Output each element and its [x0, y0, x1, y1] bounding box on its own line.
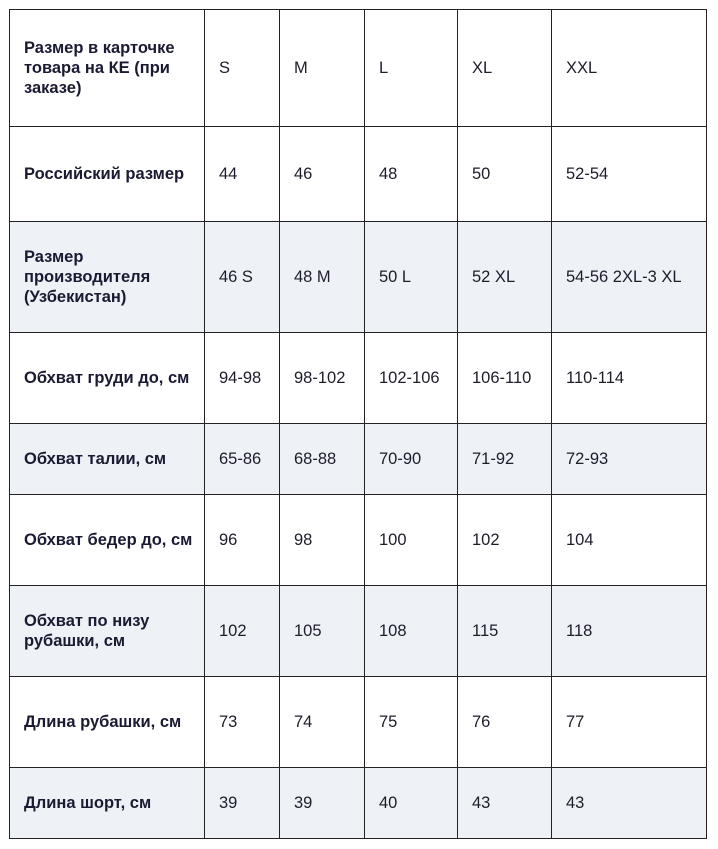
table-cell: 48: [365, 127, 458, 222]
table-row: [10, 768, 707, 839]
row-label: Обхват бедер до, см: [10, 495, 205, 586]
table-cell: 118: [552, 586, 707, 677]
row-label: Обхват груди до, см: [10, 333, 205, 424]
table-row: [10, 333, 707, 424]
row-label: Обхват по низу рубашки, см: [10, 586, 205, 677]
table-cell: 115: [458, 586, 552, 677]
table-cell: 94-98: [205, 333, 280, 424]
table-cell: 102-106: [365, 333, 458, 424]
table-cell: 75: [365, 677, 458, 768]
table-cell: 100: [365, 495, 458, 586]
table-cell: XXL: [552, 10, 707, 127]
table-cell: 77: [552, 677, 707, 768]
row-label: Длина рубашки, см: [10, 677, 205, 768]
table-cell: 71-92: [458, 424, 552, 495]
table-cell: 68-88: [280, 424, 365, 495]
table-cell: 104: [552, 495, 707, 586]
table-row: [10, 424, 707, 495]
table-cell: 43: [552, 768, 707, 839]
table-row: [10, 222, 707, 333]
table-cell: 46 S: [205, 222, 280, 333]
table-cell: 44: [205, 127, 280, 222]
row-label: Размер в карточке товара на КЕ (при заказе): [10, 10, 205, 127]
table-cell: 74: [280, 677, 365, 768]
table-cell: 98-102: [280, 333, 365, 424]
table-row: [10, 586, 707, 677]
table-cell: 50: [458, 127, 552, 222]
table-cell: 73: [205, 677, 280, 768]
table-cell: 106-110: [458, 333, 552, 424]
table-cell: L: [365, 10, 458, 127]
table-cell: 96: [205, 495, 280, 586]
table-cell: 110-114: [552, 333, 707, 424]
row-label: Размер производителя (Узбекистан): [10, 222, 205, 333]
table-cell: 50 L: [365, 222, 458, 333]
table-cell: 39: [280, 768, 365, 839]
table-cell: 40: [365, 768, 458, 839]
table-cell: 102: [458, 495, 552, 586]
table-cell: 52-54: [552, 127, 707, 222]
table-cell: 102: [205, 586, 280, 677]
size-chart-table: [9, 9, 707, 839]
size-chart-body: [10, 10, 707, 839]
table-cell: 46: [280, 127, 365, 222]
table-cell: M: [280, 10, 365, 127]
table-cell: 52 XL: [458, 222, 552, 333]
table-cell: 72-93: [552, 424, 707, 495]
row-label: Российский размер: [10, 127, 205, 222]
table-cell: 105: [280, 586, 365, 677]
table-cell: 43: [458, 768, 552, 839]
row-label: Длина шорт, см: [10, 768, 205, 839]
table-cell: XL: [458, 10, 552, 127]
table-cell: 65-86: [205, 424, 280, 495]
table-cell: 76: [458, 677, 552, 768]
table-cell: 108: [365, 586, 458, 677]
table-cell: 70-90: [365, 424, 458, 495]
table-row: [10, 127, 707, 222]
table-row: [10, 495, 707, 586]
table-row: [10, 677, 707, 768]
table-row: [10, 10, 707, 127]
table-cell: 48 M: [280, 222, 365, 333]
row-label: Обхват талии, см: [10, 424, 205, 495]
table-cell: 54-56 2XL-3 XL: [552, 222, 707, 333]
table-cell: S: [205, 10, 280, 127]
table-cell: 39: [205, 768, 280, 839]
table-cell: 98: [280, 495, 365, 586]
